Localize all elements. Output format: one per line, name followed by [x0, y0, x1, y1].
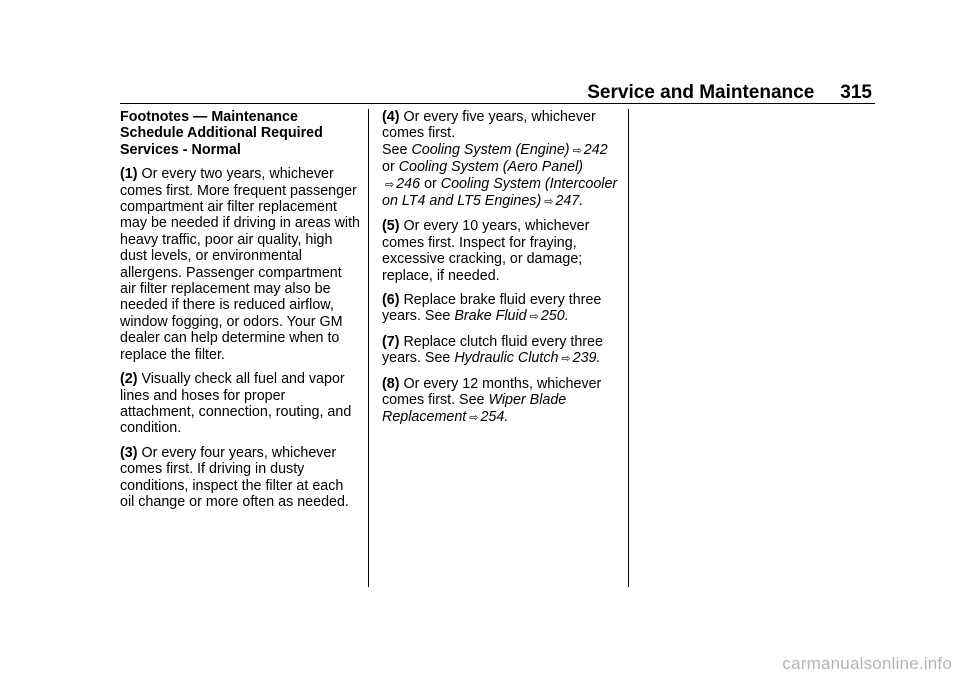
footnote-text: Replace brake fluid every three years. See: [382, 292, 602, 325]
footnote-3: [120, 445, 360, 511]
page-reference-arrow-icon: ⇨: [529, 311, 539, 324]
left-column: [120, 109, 360, 518]
xref-hydraulic-clutch[interactable]: Hydraulic Clutch: [454, 350, 559, 367]
footnote-text: Visually check all fuel and vapor lines and hoses for proper attachment, connection, routing, and condition.: [120, 371, 352, 437]
page-header: [120, 82, 872, 104]
period: .: [579, 193, 584, 210]
footnote-number: (6): [382, 292, 400, 309]
right-column: [382, 109, 622, 434]
page-reference-arrow-icon: ⇨: [572, 144, 582, 157]
page-reference-arrow-icon: ⇨: [561, 353, 571, 366]
page-reference-arrow-icon: ⇨: [469, 411, 479, 424]
xref-cooling-aero[interactable]: Cooling System (Aero Panel): [398, 159, 584, 176]
page-reference-arrow-icon: ⇨: [544, 196, 554, 209]
xref-cooling-intercooler[interactable]: Cooling System (Intercooler on LT4 and LT5 Engines): [382, 175, 618, 210]
or-label: or: [424, 175, 437, 192]
xref-page[interactable]: 242: [583, 141, 608, 158]
period: .: [596, 350, 601, 367]
xref-cooling-engine[interactable]: Cooling System (Engine): [411, 141, 570, 158]
footnote-1: [120, 166, 360, 363]
footnote-text: Or every five years, whichever comes first.: [382, 109, 596, 142]
footnote-6: [382, 292, 622, 326]
footnote-number: (8): [382, 375, 400, 392]
footnote-number: (7): [382, 333, 400, 350]
period: .: [504, 408, 509, 425]
header-rule: [120, 103, 875, 104]
xref-page[interactable]: 254: [480, 408, 505, 425]
footnote-4: [382, 109, 622, 210]
footnote-number: (5): [382, 218, 400, 235]
footnote-number: (4): [382, 109, 400, 125]
footnote-2: [120, 371, 360, 437]
xref-wiper-blade[interactable]: Wiper Blade Replacement: [382, 392, 567, 425]
xref-page[interactable]: 246: [396, 175, 421, 192]
or-label: or: [382, 159, 395, 176]
xref-page[interactable]: 247: [555, 193, 580, 210]
footnote-text: Or every 10 years, whichever comes first. Inspect for fraying, excessive cracking, or damage; replace, if needed.: [382, 218, 590, 284]
see-label: See: [382, 141, 408, 158]
column-divider: [628, 109, 629, 587]
footnote-text: Or every four years, whichever comes first. If driving in dusty conditions, inspect the filter at each oil change or more often as needed.: [120, 444, 349, 510]
xref-page[interactable]: 250: [540, 308, 565, 325]
xref-brake-fluid[interactable]: Brake Fluid: [454, 308, 527, 325]
footnote-number: (1): [120, 166, 138, 183]
footnote-text: Replace clutch fluid every three years. See: [382, 333, 603, 367]
footnote-number: (3): [120, 444, 138, 461]
footnote-5: [382, 218, 622, 284]
footnote-text: Or every two years, whichever comes first. More frequent passenger compartment air filter replacement may be needed if driving in areas with heavy traffic, poor air quality, high dust levels, or environmental allergens. Passenger compartment air filter replacement may also be needed if there is reduced airflow, window fogging, or odors. Your GM dealer can help determine when to replace the filter.: [120, 166, 361, 363]
footnote-7: [382, 334, 622, 368]
watermark: carmanualsonline.info: [782, 654, 952, 673]
page-number: 315: [840, 82, 872, 103]
page-reference-arrow-icon: ⇨: [385, 178, 395, 191]
column-divider: [368, 109, 369, 587]
section-title: Service and Maintenance: [587, 82, 815, 103]
footnote-8: [382, 376, 622, 426]
footnote-number: (2): [120, 371, 138, 388]
xref-page[interactable]: 239: [572, 350, 597, 367]
period: .: [564, 308, 569, 325]
footnote-text: Or every 12 months, whichever comes first. See: [382, 375, 602, 409]
footnotes-heading: Footnotes — Maintenance Schedule Additional Required Services - Normal: [120, 109, 323, 158]
